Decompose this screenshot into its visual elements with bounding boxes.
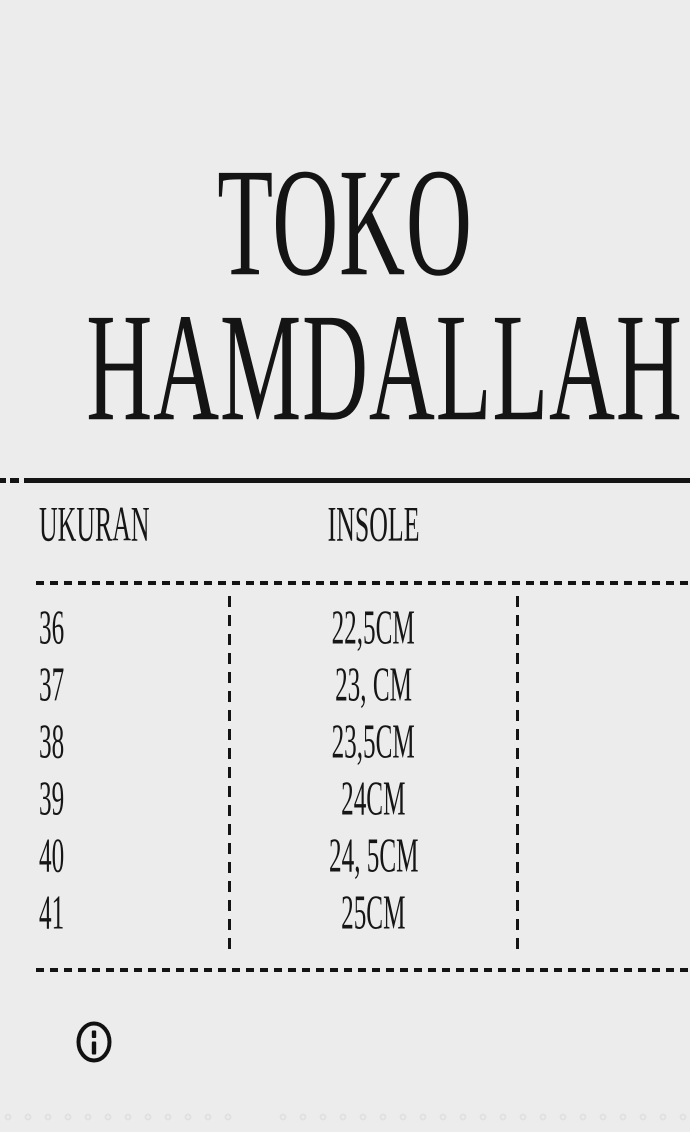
info-icon	[74, 1020, 114, 1064]
table-row-size	[39, 601, 76, 656]
ukuran-value: 39	[39, 772, 65, 827]
table-bottom-dashed-line	[36, 968, 690, 972]
store-title-line-2: HAMDALLAH	[86, 282, 683, 454]
ukuran-value: 36	[39, 601, 65, 656]
ukuran-value: 41	[39, 886, 65, 941]
table-row-insole	[230, 772, 517, 827]
insole-value: 25CM	[341, 886, 406, 941]
column-header-ukuran	[39, 497, 202, 553]
table-row-insole	[230, 601, 517, 656]
insole-value: 23,5CM	[331, 715, 416, 770]
column-header-ukuran-label: UKURAN	[39, 497, 150, 553]
table-row-insole	[230, 658, 517, 713]
insole-value: 23, CM	[335, 658, 412, 713]
top-rule-lead-dash-1	[0, 478, 6, 483]
table-top-rule	[24, 478, 690, 483]
ukuran-value: 40	[39, 829, 65, 884]
ukuran-value: 37	[39, 658, 65, 713]
bottom-dot-strip-left	[0, 1111, 238, 1123]
top-rule-lead-dash-2	[10, 478, 19, 483]
table-row-size	[39, 658, 76, 713]
insole-value: 24CM	[341, 772, 406, 827]
store-title-line-1: TOKO	[217, 137, 473, 309]
table-row-insole	[230, 886, 517, 941]
insole-value: 24, 5CM	[328, 829, 419, 884]
ukuran-value: 38	[39, 715, 65, 770]
header-separator-dashed-line	[36, 581, 690, 585]
table-row-insole	[230, 715, 517, 770]
column-header-insole	[230, 497, 517, 553]
table-row-size	[39, 772, 76, 827]
table-row-size	[39, 829, 76, 884]
insole-value: 22,5CM	[331, 601, 416, 656]
table-row-size	[39, 715, 76, 770]
bottom-dot-strip-right	[273, 1111, 690, 1123]
table-row-size	[39, 886, 76, 941]
column-header-insole-label: INSOLE	[327, 497, 420, 553]
table-row-insole	[230, 829, 517, 884]
